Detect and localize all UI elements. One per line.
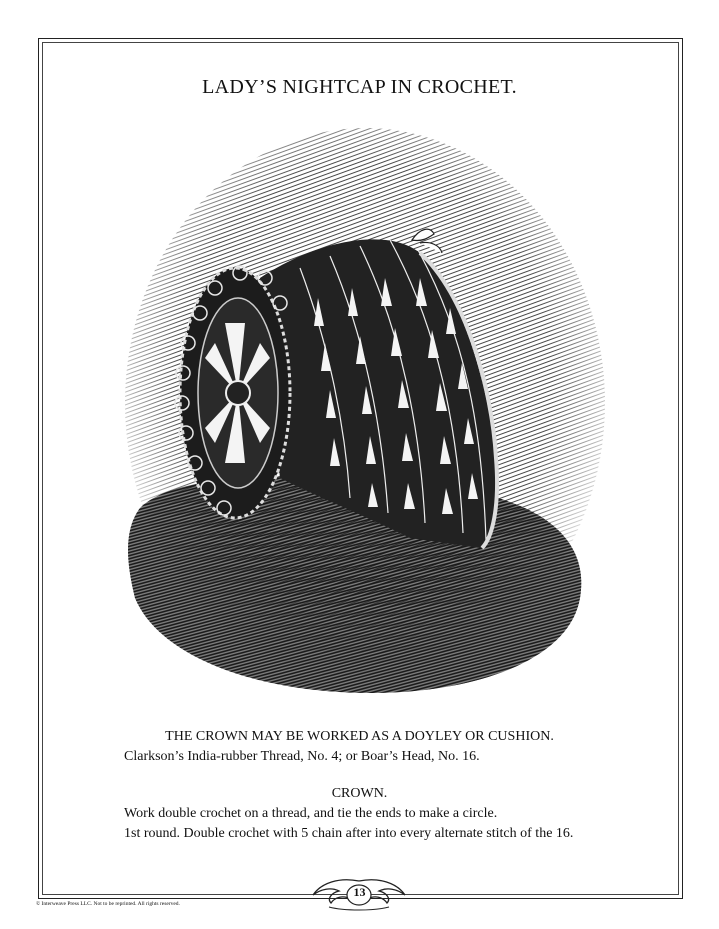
materials-line: Clarkson’s India-rubber Thread, No. 4; or Boar’s Head, No. 16. [124,749,480,764]
instruction-line: Work double crochet on a thread, and tie the ends to make a circle. [124,806,498,821]
instruction-line: 1st round. Double crochet with 5 chain after into every alternate stitch of the 16. [124,826,574,841]
subtitle: THE CROWN MAY BE WORKED AS A DOYLEY OR CUSHION. [165,729,554,744]
section-heading: CROWN. [331,786,388,801]
page-number: 13 [353,885,366,899]
nightcap-illustration [120,128,610,708]
copyright-notice: © Interweave Press LLC. Not to be reprinted. All rights reserved. [36,901,180,907]
page-title: LADY’S NIGHTCAP IN CROCHET. [202,76,517,98]
